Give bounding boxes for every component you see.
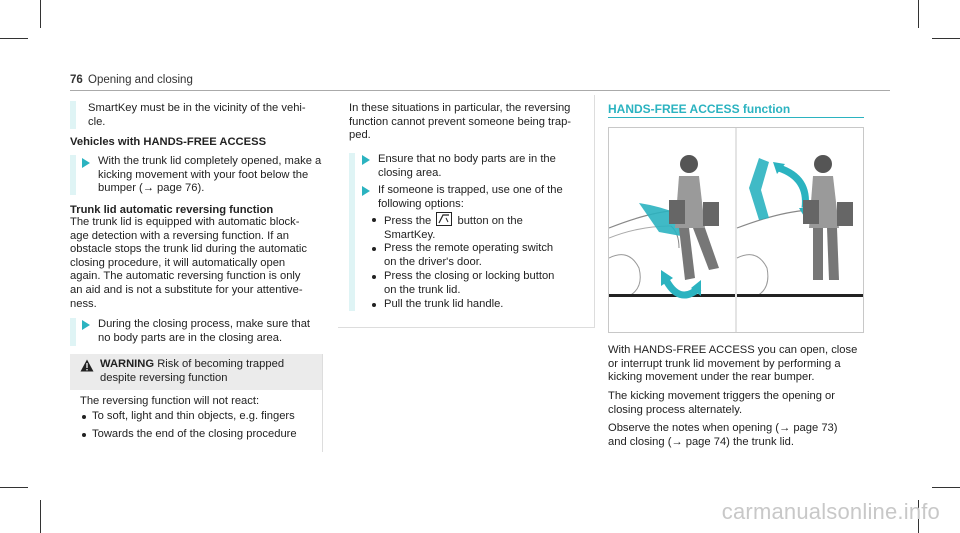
option-text: Press the closing or locking button on the trunk lid. — [384, 270, 555, 296]
step-text: If someone is trapped, use one of the following options: — [378, 184, 563, 210]
step-text: During the closing process, make sure that no body parts are in the closing area. — [98, 318, 311, 344]
bullet — [372, 303, 376, 307]
info-bar — [70, 101, 76, 129]
bullet — [82, 415, 86, 419]
bullet — [82, 433, 86, 437]
hfa-notes: Observe the notes when opening (→ page 73) and closing (→ page 74) the trunk lid. — [608, 422, 838, 448]
reversing-heading: Trunk lid automatic reversing function — [70, 204, 274, 216]
warning-bullet: To soft, light and thin objects, e.g. fingers — [92, 410, 295, 422]
reversing-body: The trunk lid is equipped with automatic block- age detection with a reversing function. If an obstacle stops the trunk lid during the automatic closing procedure, it will automatically open again. The automatic reversing function is only an aid and is not a substitute for your attentive- ness. — [70, 216, 307, 310]
option-text: Pull the trunk lid handle. — [384, 298, 504, 310]
step-text: Ensure that no body parts are in the closing area. — [378, 153, 556, 179]
intro-text: SmartKey must be in the vicinity of the vehi- cle. — [88, 102, 306, 128]
step-bar — [70, 155, 76, 195]
warning-title: WARNING Risk of becoming trapped despite reversing function — [100, 358, 285, 384]
crop-mark — [40, 0, 41, 28]
crop-mark — [0, 487, 28, 488]
continued-text: In these situations in particular, the reversing function cannot prevent someone being trap- ped. — [349, 102, 572, 142]
watermark: carmanualsonline.info — [721, 499, 940, 524]
crop-mark — [40, 500, 41, 533]
step-arrow-icon — [82, 158, 90, 168]
crop-mark — [932, 38, 960, 39]
warning-triangle-icon — [80, 359, 94, 372]
step-text: With the trunk lid completely opened, make a kicking movement with your foot below the bumper (→ page 76). — [98, 155, 322, 195]
warning-bullet: Towards the end of the closing procedure — [92, 428, 297, 440]
option-text: Press the button on the SmartKey. — [384, 212, 523, 242]
step-arrow-icon — [362, 155, 370, 165]
section-title: Opening and closing — [88, 74, 193, 86]
heading-rule — [608, 117, 864, 118]
page-number: 76 — [70, 74, 83, 86]
header-rule — [70, 90, 890, 91]
section-heading: HANDS-FREE ACCESS function — [608, 102, 791, 116]
step-arrow-icon — [362, 186, 370, 196]
warning-body: The reversing function will not react: — [80, 395, 260, 407]
hfa-triggers: The kicking movement triggers the opening or closing process alternately. — [608, 390, 835, 416]
bullet — [372, 218, 376, 222]
bullet — [372, 275, 376, 279]
step-arrow-icon — [82, 320, 90, 330]
trunk-button-icon — [436, 212, 452, 226]
option-text: Press the remote operating switch on the driver's door. — [384, 242, 554, 268]
step-bar — [349, 153, 355, 311]
warning-box — [70, 354, 323, 452]
illustration — [608, 127, 864, 333]
hands-free-illustration — [609, 128, 863, 332]
crop-mark — [932, 487, 960, 488]
bullet — [372, 247, 376, 251]
crop-mark — [918, 0, 919, 28]
vehicles-heading: Vehicles with HANDS-FREE ACCESS — [70, 136, 267, 148]
step-bar — [70, 318, 76, 346]
hfa-description: With HANDS-FREE ACCESS you can open, close or interrupt trunk lid movement by performing a kicking movement under the rear bumper. — [608, 344, 858, 384]
crop-mark — [0, 38, 28, 39]
